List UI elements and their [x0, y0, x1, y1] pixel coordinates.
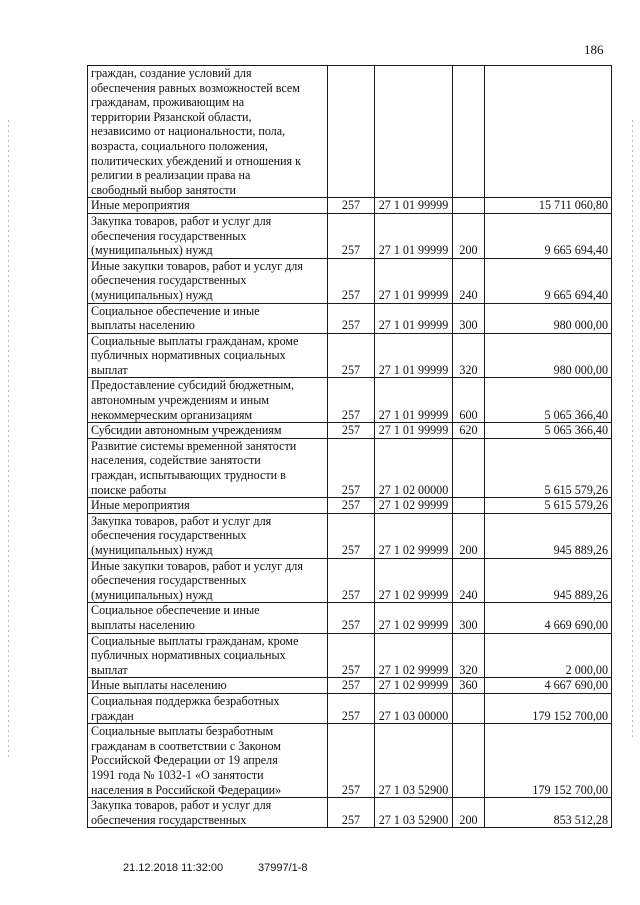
row-name-line: гражданам в соответствии с Законом [91, 738, 281, 753]
row-name-line: выплат [91, 662, 128, 677]
expense-type-cell [453, 724, 485, 798]
row-name-line: Субсидии автономным учреждениям [91, 423, 282, 438]
row-name-line: Закупка товаров, работ и услуг для [91, 798, 272, 813]
row-name-line: Иные мероприятия [91, 498, 190, 513]
table-row [88, 603, 612, 633]
ministry-code-cell: 257 [328, 303, 375, 333]
row-name-line: выплат [91, 362, 128, 377]
amount-cell: 179 152 700,00 [485, 724, 612, 798]
ministry-code-cell: 257 [328, 678, 375, 694]
expense-type-cell: 200 [453, 513, 485, 558]
row-name-line: автономным учреждениям и иным [91, 393, 269, 408]
amount-cell [485, 66, 612, 198]
table-row [88, 678, 612, 694]
row-name-cell [88, 438, 328, 497]
row-name-line: территории Рязанской области, [91, 109, 252, 124]
expense-type-cell [453, 438, 485, 497]
ministry-code-cell: 257 [328, 378, 375, 423]
amount-cell: 980 000,00 [485, 303, 612, 333]
ministry-code-cell: 257 [328, 798, 375, 828]
row-name-line: (муниципальных) нужд [91, 243, 213, 258]
target-article-cell: 27 1 02 00000 [375, 438, 453, 497]
ministry-code-cell [328, 66, 375, 198]
row-name-line: Иные закупки товаров, работ и услуг для [91, 258, 303, 273]
row-name-line: обеспечения государственных [91, 812, 247, 827]
ministry-code-cell: 257 [328, 693, 375, 723]
row-name-cell [88, 333, 328, 378]
row-name-line: обеспечения государственных [91, 573, 247, 588]
target-article-cell: 27 1 03 00000 [375, 693, 453, 723]
row-name-line: Российской Федерации от 19 апреля [91, 753, 278, 768]
amount-cell: 179 152 700,00 [485, 693, 612, 723]
row-name-cell [88, 513, 328, 558]
expense-type-cell: 240 [453, 258, 485, 303]
row-name-line: населения, содействие занятости [91, 453, 261, 468]
expense-type-cell: 300 [453, 603, 485, 633]
row-name-line: Предоставление субсидий бюджетным, [91, 378, 295, 393]
target-article-cell: 27 1 02 99999 [375, 603, 453, 633]
table-row [88, 558, 612, 603]
row-name-line: политических убеждений и отношения к [91, 153, 301, 168]
ministry-code-cell: 257 [328, 258, 375, 303]
amount-cell: 945 889,26 [485, 558, 612, 603]
expense-type-cell: 360 [453, 678, 485, 694]
row-name-line: Социальное обеспечение и иные [91, 303, 260, 318]
amount-cell: 5 065 366,40 [485, 423, 612, 439]
target-article-cell: 27 1 01 99999 [375, 423, 453, 439]
amount-cell: 5 615 579,26 [485, 498, 612, 514]
expense-type-cell [453, 198, 485, 214]
amount-cell: 4 667 690,00 [485, 678, 612, 694]
table-row [88, 633, 612, 678]
ministry-code-cell: 257 [328, 333, 375, 378]
footer-timestamp: 21.12.2018 11:32:00 [123, 862, 224, 874]
row-name-line: независимо от национальности, пола, [91, 124, 286, 139]
expense-type-cell: 620 [453, 423, 485, 439]
table-row [88, 198, 612, 214]
target-article-cell: 27 1 02 99999 [375, 558, 453, 603]
row-name-cell [88, 213, 328, 258]
row-name-line: гражданам, проживающим на [91, 95, 245, 110]
table-row [88, 724, 612, 798]
amount-cell: 2 000,00 [485, 633, 612, 678]
expense-type-cell: 200 [453, 213, 485, 258]
row-name-line: Закупка товаров, работ и услуг для [91, 213, 272, 228]
ministry-code-cell: 257 [328, 198, 375, 214]
row-name-line: выплаты населению [91, 318, 195, 333]
row-name-line: граждан, создание условий для [91, 66, 252, 80]
row-name-line: (муниципальных) нужд [91, 543, 213, 557]
target-article-cell: 27 1 02 99999 [375, 498, 453, 514]
row-name-line: Развитие системы временной занятости [91, 438, 297, 453]
amount-cell: 9 665 694,40 [485, 213, 612, 258]
row-name-line: населения в Российской Федерации» [91, 782, 282, 797]
row-name-line: обеспечения равных возможностей всем [91, 80, 300, 95]
target-article-cell: 27 1 02 99999 [375, 513, 453, 558]
row-name-cell [88, 423, 328, 439]
budget-table-body [88, 66, 612, 828]
row-name-line: обеспечения государственных [91, 228, 247, 243]
target-article-cell: 27 1 01 99999 [375, 213, 453, 258]
expense-type-cell: 240 [453, 558, 485, 603]
row-name-cell [88, 303, 328, 333]
amount-cell: 5 615 579,26 [485, 438, 612, 497]
page-number: 186 [584, 42, 604, 57]
row-name-line: Социальные выплаты гражданам, кроме [91, 333, 299, 348]
row-name-line: Социальные выплаты гражданам, кроме [91, 633, 299, 648]
row-name-line: Закупка товаров, работ и услуг для [91, 513, 272, 528]
table-row [88, 258, 612, 303]
row-name-cell [88, 798, 328, 828]
target-article-cell: 27 1 02 99999 [375, 633, 453, 678]
row-name-line: 1991 года № 1032-1 «О занятости [91, 767, 264, 782]
expense-type-cell: 200 [453, 798, 485, 828]
target-article-cell: 27 1 03 52900 [375, 798, 453, 828]
expense-type-cell: 320 [453, 633, 485, 678]
amount-cell: 9 665 694,40 [485, 258, 612, 303]
expense-type-cell [453, 693, 485, 723]
amount-cell: 5 065 366,40 [485, 378, 612, 423]
target-article-cell: 27 1 01 99999 [375, 333, 453, 378]
table-row [88, 513, 612, 558]
row-name-line: Социальное обеспечение и иные [91, 603, 260, 618]
row-name-line: (муниципальных) нужд [91, 287, 213, 302]
row-name-line: Иные закупки товаров, работ и услуг для [91, 558, 303, 573]
expense-type-cell: 320 [453, 333, 485, 378]
row-name-cell [88, 724, 328, 798]
row-name-line: обеспечения государственных [91, 528, 247, 543]
ministry-code-cell: 257 [328, 513, 375, 558]
row-name-cell [88, 498, 328, 514]
amount-cell: 853 512,28 [485, 798, 612, 828]
row-name-cell [88, 558, 328, 603]
row-name-line: публичных нормативных социальных [91, 348, 286, 363]
row-name-line: Иные выплаты населению [91, 678, 227, 693]
amount-cell: 980 000,00 [485, 333, 612, 378]
amount-cell: 945 889,26 [485, 513, 612, 558]
ministry-code-cell: 257 [328, 558, 375, 603]
table-row [88, 498, 612, 514]
target-article-cell: 27 1 01 99999 [375, 198, 453, 214]
row-name-line: Социальные выплаты безработным [91, 724, 274, 739]
row-name-cell [88, 378, 328, 423]
row-name-line: Иные мероприятия [91, 198, 190, 213]
row-name-cell [88, 678, 328, 694]
ministry-code-cell: 257 [328, 423, 375, 439]
ministry-code-cell: 257 [328, 498, 375, 514]
table-row [88, 378, 612, 423]
target-article-cell: 27 1 03 52900 [375, 724, 453, 798]
table-row [88, 303, 612, 333]
target-article-cell [375, 66, 453, 198]
row-name-line: свободный выбор занятости [91, 182, 237, 197]
ministry-code-cell: 257 [328, 438, 375, 497]
target-article-cell: 27 1 01 99999 [375, 258, 453, 303]
table-row [88, 798, 612, 828]
table-row [88, 66, 612, 198]
budget-table [87, 65, 612, 828]
expense-type-cell [453, 66, 485, 198]
table-row [88, 333, 612, 378]
row-name-line: некоммерческим организациям [91, 407, 253, 422]
right-margin-mark [632, 120, 633, 740]
row-name-cell [88, 258, 328, 303]
row-name-cell [88, 198, 328, 214]
amount-cell: 4 669 690,00 [485, 603, 612, 633]
row-name-line: выплаты населению [91, 617, 195, 632]
amount-cell: 15 711 060,80 [485, 198, 612, 214]
table-row [88, 423, 612, 439]
row-name-line: поиске работы [91, 482, 167, 497]
expense-type-cell: 300 [453, 303, 485, 333]
table-row [88, 438, 612, 497]
expense-type-cell [453, 498, 485, 514]
row-name-cell [88, 66, 328, 198]
row-name-cell [88, 693, 328, 723]
ministry-code-cell: 257 [328, 213, 375, 258]
row-name-line: публичных нормативных социальных [91, 648, 286, 663]
row-name-line: (муниципальных) нужд [91, 587, 213, 602]
row-name-line: религии в реализации права на [91, 168, 251, 183]
ministry-code-cell: 257 [328, 724, 375, 798]
row-name-line: обеспечения государственных [91, 273, 247, 288]
footer-document-id: 37997/1-8 [258, 862, 308, 874]
row-name-line: граждан, испытывающих трудности в [91, 468, 286, 483]
row-name-line: Социальная поддержка безработных [91, 693, 280, 708]
left-margin-mark [8, 120, 9, 760]
row-name-line: возраста, социального положения, [91, 138, 268, 153]
target-article-cell: 27 1 02 99999 [375, 678, 453, 694]
row-name-cell [88, 633, 328, 678]
table-row [88, 693, 612, 723]
table-row [88, 213, 612, 258]
target-article-cell: 27 1 01 99999 [375, 303, 453, 333]
expense-type-cell: 600 [453, 378, 485, 423]
row-name-cell [88, 603, 328, 633]
target-article-cell: 27 1 01 99999 [375, 378, 453, 423]
row-name-line: граждан [91, 708, 134, 723]
ministry-code-cell: 257 [328, 603, 375, 633]
ministry-code-cell: 257 [328, 633, 375, 678]
